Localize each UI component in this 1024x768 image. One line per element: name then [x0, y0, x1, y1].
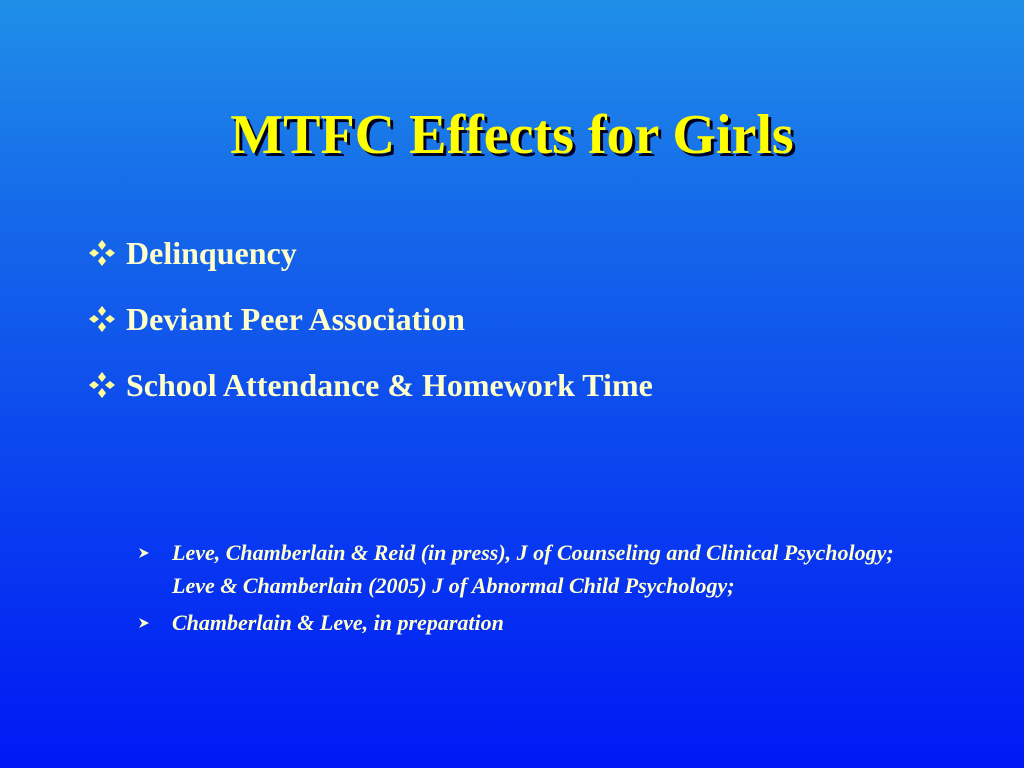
- bullet-item: [88, 295, 653, 343]
- arrow-bullet-icon: [138, 536, 152, 569]
- diamond-bullet-icon: [88, 371, 116, 399]
- bullet-label: School Attendance & Homework Time: [126, 366, 653, 403]
- reference-item: [138, 606, 938, 639]
- reference-text: Chamberlain & Leve, in preparation: [172, 610, 504, 635]
- reference-text: Leve, Chamberlain & Reid (in press), J of Counseling and Clinical Psychology; Leve & Chamberlain (2005) J of Abnormal Child Psychology;: [172, 540, 894, 598]
- slide-title: MTFC Effects for Girls: [230, 104, 794, 166]
- bullet-label: Deviant Peer Association: [126, 300, 465, 337]
- arrow-bullet-icon: [138, 606, 152, 639]
- bullet-list: [88, 229, 653, 427]
- diamond-bullet-icon: [88, 305, 116, 333]
- reference-item: [138, 536, 938, 602]
- reference-list: [138, 536, 938, 643]
- bullet-label: Delinquency: [126, 234, 297, 271]
- bullet-item: [88, 361, 653, 409]
- bullet-item: [88, 229, 653, 277]
- diamond-bullet-icon: [88, 239, 116, 267]
